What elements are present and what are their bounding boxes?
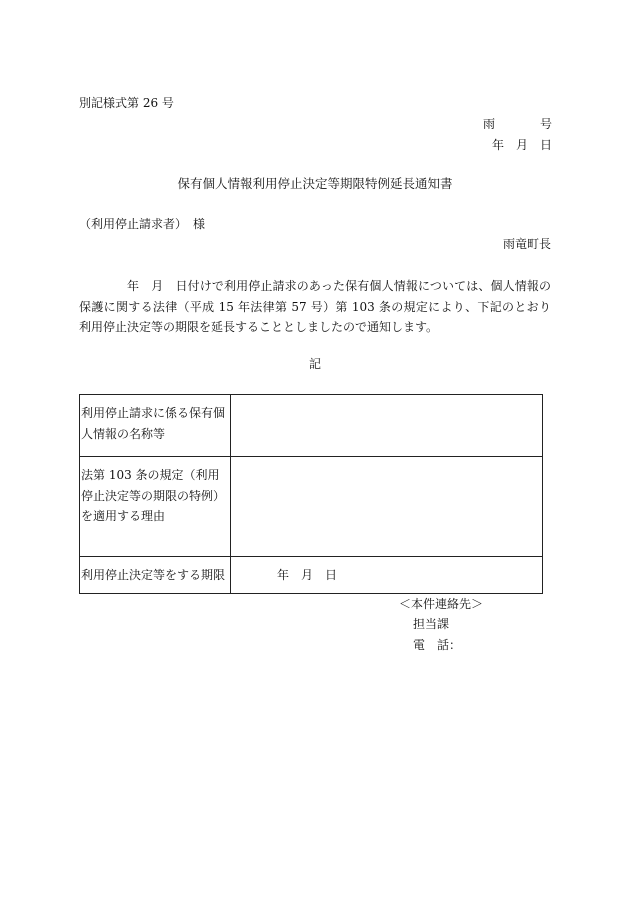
info-table: [79, 394, 543, 594]
contact-phone-label-second: 話：: [437, 638, 462, 652]
table-label: 法第 103 条の規定（利用停止決定等の期限の特例）を適用する理由: [80, 457, 231, 557]
document-title: 保有個人情報利用停止決定等期限特例延長通知書: [177, 176, 453, 191]
table-value: [231, 457, 543, 557]
table-label: 利用停止請求に係る保有個人情報の名称等: [80, 395, 231, 457]
document-number-prefix: 雨: [483, 117, 496, 131]
contact-header: ＜本件連絡先＞: [399, 597, 484, 611]
contact-phone-label-first: 電: [413, 638, 426, 652]
ki-heading: 記: [308, 357, 321, 371]
recipient: （利用停止請求者） 様: [79, 217, 206, 231]
sender: 雨竜町長: [502, 237, 551, 251]
table-row: [80, 395, 543, 457]
issue-date: 年 月 日: [492, 138, 553, 152]
form-number: 別記様式第 26 号: [79, 96, 174, 110]
document-number: [483, 118, 552, 130]
table-value: [231, 395, 543, 457]
table-row: [80, 457, 543, 557]
table-row: [80, 557, 543, 594]
table-label: 利用停止決定等をする期限: [80, 557, 231, 594]
contact-department: 担当課: [413, 617, 450, 631]
body-paragraph: 年 月 日付けで利用停止請求のあった保有個人情報については、個人情報の保護に関する法律（平成 15 年法律第 57 号）第 103 条の規定により、下記のとおり利用停止決定等の期限を延長することとしましたので通知します。: [79, 279, 551, 334]
table-value: 年 月 日: [231, 557, 543, 594]
document-number-suffix: 号: [540, 117, 553, 131]
contact-phone: [413, 639, 461, 651]
